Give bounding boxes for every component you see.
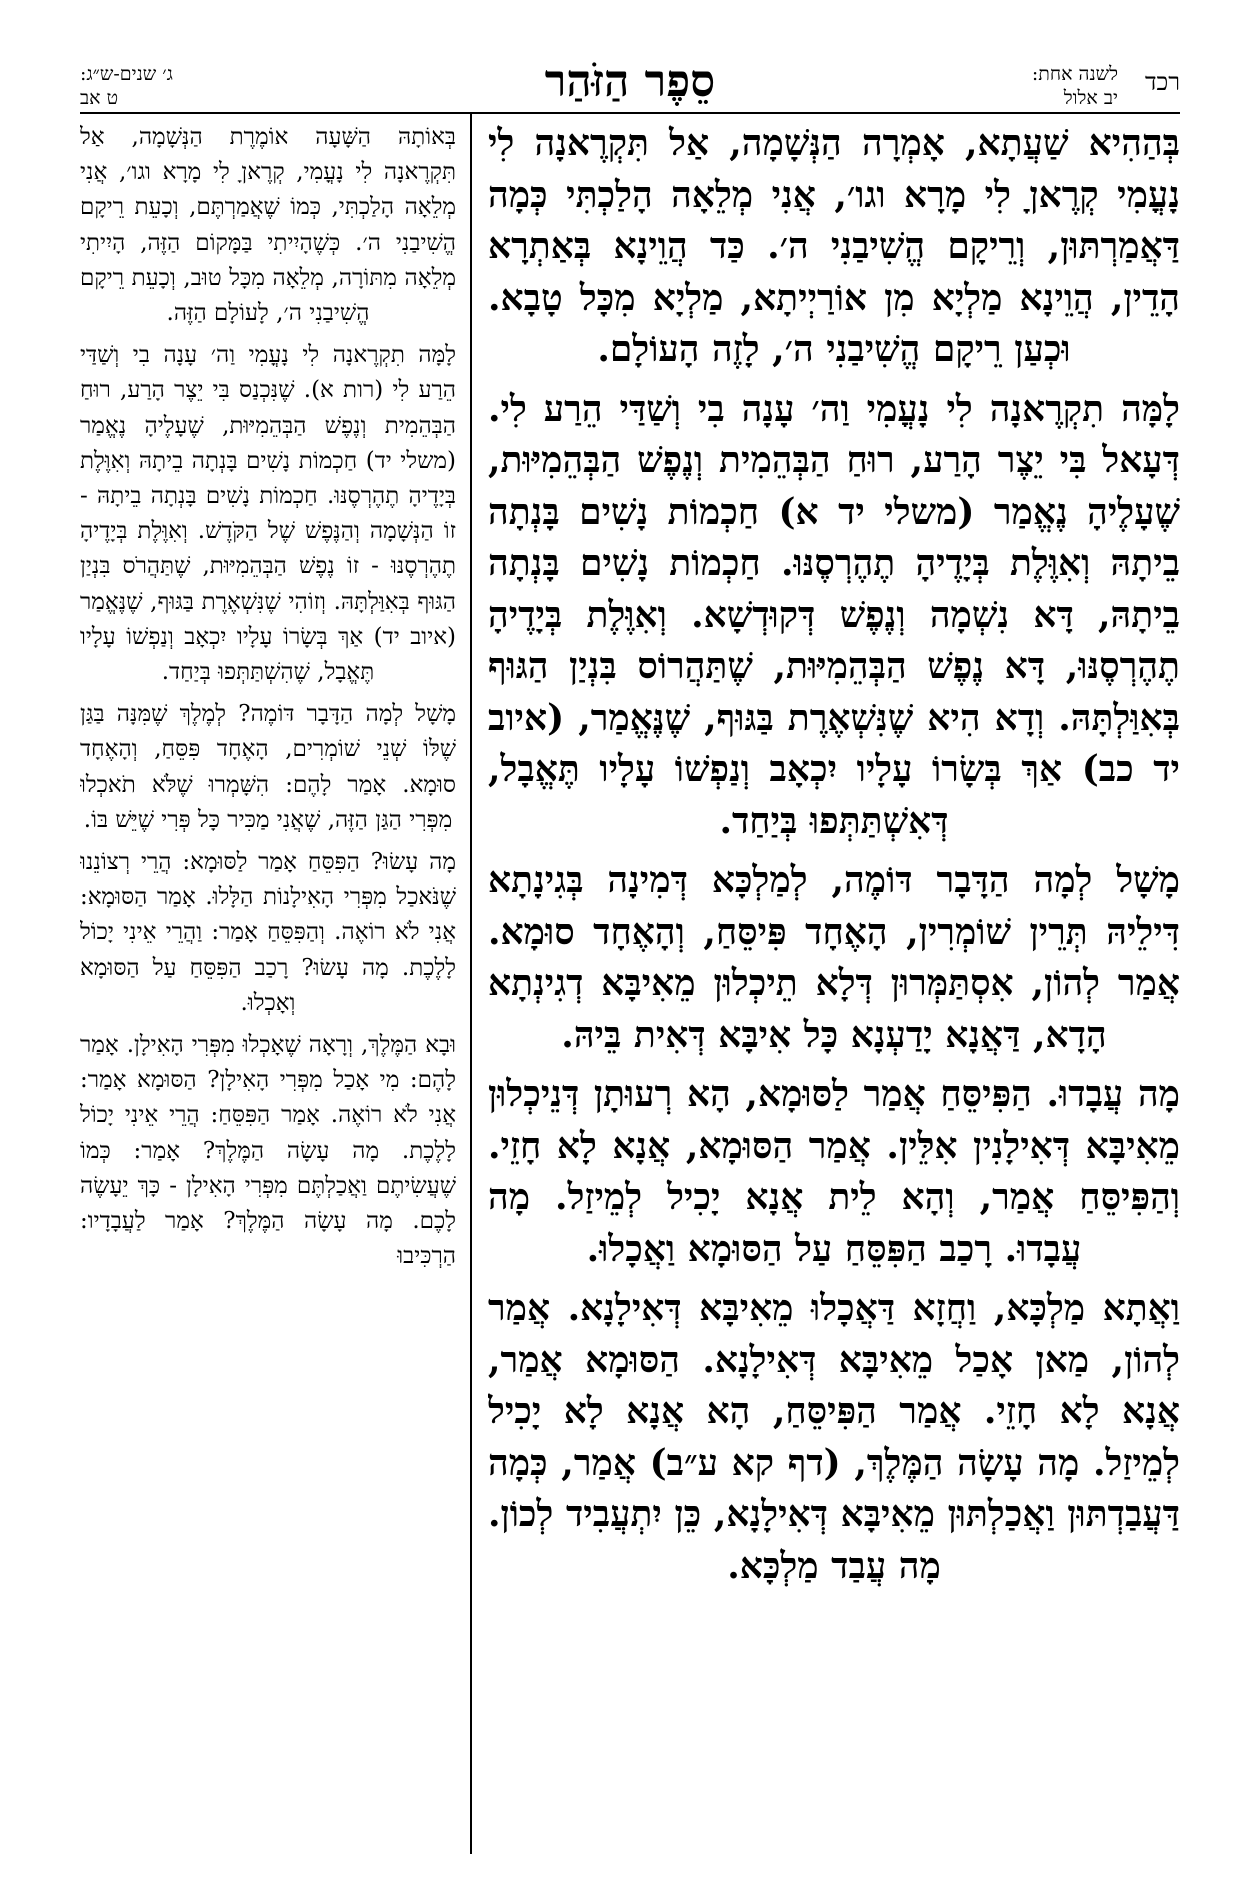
translation-paragraph: וּבָא הַמֶּלֶךְ, וְרָאָה שֶׁאָכְלוּ מִפְּרִי הָאִילָן. אָמַר לָהֶם: מִי אָכַל מִפְּרִי הָאִילָן? הַסּוּמָא אָמַר: אֲנִי לֹא רוֹאֶה. אָמַר הַפִּסֵּחַ: הֲרֵי אֵינִי יָכוֹל לָלֶכֶת. מָה עָשָׂה הַמֶּלֶךְ? אָמַר: כְּמוֹ שֶׁעֲשִׂיתֶם וַאֲכַלְתֶּם מִפְּרִי הָאִילָן - כָּךְ יֵעָשֶׂה לָכֶם. מָה עָשָׂה הַמֶּלֶךְ? אָמַר לַעֲבָדָיו: הַרְכִּיבוּ: [80, 1032, 456, 1270]
daily-schedule-three-years: [80, 62, 173, 110]
page-number: רכד: [1144, 68, 1180, 96]
main-text-column: [488, 118, 1180, 1858]
translation-paragraph: מָשָׁל לְמָה הַדָּבָר דּוֹמֶה? לְמֶלֶךְ שֶׁמִּנָּה בַּגַּן שֶׁלּוֹ שְׁנֵי שׁוֹמְרִים, הָאֶחָד פִּסֵּחַ, וְהָאֶחָד סוּמָא. אָמַר לָהֶם: הִשָּׁמְרוּ שֶׁלֹּא תֹאכְלוּ מִפְּרִי הַגַּן הַזֶּה, שֶׁאֲנִי מַכִּיר כָּל פְּרִי שֶׁיֵּשׁ בּוֹ.: [80, 701, 456, 833]
translation-column: [80, 120, 456, 1860]
translation-paragraph: מָה עָשׂוּ? הַפִּסֵּחַ אָמַר לַסּוּמָא: הֲרֵי רְצוֹנֵנוּ שֶׁנֹּאכַל מִפְּרִי הָאִילָנוֹת הַלָּלוּ. אָמַר הַסּוּמָא: אֲנִי לֹא רוֹאֶה. וְהַפִּסֵּחַ אָמַר: וַהֲרֵי אֵינִי יָכוֹל לָלֶכֶת. מָה עָשׂוּ? רָכַב הַפִּסֵּחַ עַל הַסּוּמָא וְאָכְלוּ.: [80, 849, 456, 1016]
schedule-one-year-date: יב אלול: [1063, 87, 1118, 109]
page-header: [80, 56, 1180, 116]
schedule-one-year-label: לשנה אחת:: [1031, 63, 1118, 85]
main-paragraph: בְּהַהִיא שַׁעֲתָא, אָמְרָה הַנְּשָׁמָה, אַל תִּקְרֶאנָה לִי נָעֳמִי קְרֶאןָ לִי מָרָא וגו׳, אֲנִי מְלֵאָה הָלַכְתִּי כְּמָה דַּאֲמַרְתּוּן, וְרֵיקָם הֱשִׁיבַנִי ה׳. כַּד הֲוֵינָא בְּאַתְרָא הָדֵין, הֲוֵינָא מַלְיָא מִן אוֹרַיְיתָא, מַלְיָא מִכָּל טָבָא. וּכְעַן רֵיקָם הֱשִׁיבַנִי ה׳, לָזֶה הָעוֹלָם.: [488, 122, 1180, 370]
header-divider: [80, 112, 1180, 114]
book-title: סֵפֶר הַזֹּהַר: [544, 56, 716, 107]
main-paragraph: מָשָׁל לְמָה הַדָּבָר דּוֹמֶה, לְמַלְכָּא דְּמִינָה בְּגִינָתָא דִּילֵיהּ תְּרֵין שׁוֹמְרִין, הָאֶחָד פִּיסֵּחַ, וְהָאֶחָד סוּמָא. אֲמַר לְהוֹן, אִסְתַּמְּרוּן דְּלָא תֵיכְלוּן מֵאִיבָּא דְגִינְתָא הָדָא, דַּאֲנָא יָדַעְנָא כָּל אִיבָּא דְּאִית בֵּיהּ.: [488, 859, 1180, 1056]
translation-paragraph: בְּאוֹתָהּ הַשָּׁעָה אוֹמֶרֶת הַנְּשָׁמָה, אַל תִּקְרֶאנָה לִי נָעֳמִי, קְרֶאןָ לִי מָרָא וגו׳, אֲנִי מְלֵאָה הָלַכְתִּי, כְּמוֹ שֶׁאֲמַרְתֶּם, וְכָעֵת רֵיקָם הֱשִׁיבַנִי ה׳. כְּשֶׁהָיִיתִי בַּמָּקוֹם הַזֶּה, הָיִיתִי מְלֵאָה מִתּוֹרָה, מְלֵאָה מִכָּל טוּב, וְכָעֵת רֵיקָם הֱשִׁיבַנִי ה׳, לָעוֹלָם הַזֶּה.: [80, 124, 456, 327]
main-paragraph: וַאֲתָא מַלְכָּא, וַחֲזָא דַּאֲכָלוּ מֵאִיבָּא דְּאִילָנָא. אֲמַר לְהוֹן, מַאן אָכַל מֵאִיבָּא דְּאִילָנָא. הַסּוּמָא אֲמַר, אֲנָא לָא חָזֵי. אֲמַר הַפִּיסֵּחַ, הָא אֲנָא לָא יָכִיל לְמֵיזַל. מָה עָשָׂה הַמֶּלֶךְ, (דף קא ע״ב) אֲמַר, כְּמָה דַּעֲבַדְתּוּן וַאֲכַלְתּוּן מֵאִיבָּא דְּאִילָנָא, כֵּן יִתְעֲבִיד לְכוֹן. מָה עֲבַד מַלְכָּא.: [488, 1287, 1180, 1587]
schedule-three-years-date: ט אב: [80, 87, 119, 109]
column-divider: [470, 114, 472, 1854]
translation-paragraph: לָמָּה תִקְרֶאנָה לִי נָעֳמִי וַה׳ עָנָה בִי וְשַׁדַּי הֵרַע לִי (רות א). שֶׁנִּכְנַס בִּי יֵצֶר הָרַע, רוּחַ הַבְּהֵמִית וְנֶפֶשׁ הַבְּהֵמִיּוּת, שֶׁעָלֶיהָ נֶאֱמַר (משלי יד) חַכְמוֹת נָשִׁים בָּנְתָה בֵיתָהּ וְאִוֶּלֶת בְּיָדֶיהָ תֶהֶרְסֶנּוּ. חַכְמוֹת נָשִׁים בָּנְתָה בֵיתָהּ - זוֹ הַנְּשָׁמָה וְהַנֶּפֶשׁ שֶׁל הַקֹּדֶשׁ. וְאִוֶּלֶת בְּיָדֶיהָ תֶהֶרְסֶנּוּ - זוֹ נֶפֶשׁ הַבְּהֵמִיּוּת, שֶׁתַּהֲרֹס בִּנְיַן הַגּוּף בְּאִוַּלְתָּהּ. וְזוֹהִי שֶׁנִּשְׁאֶרֶת בַּגּוּף, שֶׁנֶּאֱמַר (איוב יד) אַךְ בְּשָׂרוֹ עָלָיו יִכְאָב וְנַפְשׁוֹ עָלָיו תֶּאֱבָל, שֶׁהִשְׁתַּתְּפוּ בְּיַחַד.: [80, 342, 456, 686]
schedule-three-years-label: ג׳ שנים-ש״ג:: [80, 63, 173, 85]
main-paragraph: לָמָּה תִקְרֶאנָה לִי נָעֳמִי וַה׳ עָנָה בִי וְשַׁדַּי הֵרַע לִי. דְּעָאל בִּי יֵצֶר הָרַע, רוּחַ הַבְּהֵמִית וְנֶפֶשׁ הַבְּהֵמִיּוּת, שֶׁעָלֶיהָ נֶאֱמַר (משלי יד א) חַכְמוֹת נָשִׁים בָּנְתָה בֵיתָהּ וְאִוֶּלֶת בְּיָדֶיהָ תֶהֶרְסֶנּוּ. חַכְמוֹת נָשִׁים בָּנְתָה בֵיתָהּ, דָּא נִשְׁמָה וְנֶפֶשׁ דְּקוּדְשָׁא. וְאִוֶּלֶת בְּיָדֶיהָ תֶהֶרְסֶנּוּ, דָּא נֶפֶשׁ הַבְּהֵמִיּוּת, שֶׁתַּהֲרוֹס בִּנְיַן הַגּוּף בְּאִוַּלְתָּהּ. וְדָא הִיא שֶׁנִּשְׁאֶרֶת בַּגּוּף, שֶׁנֶּאֱמַר, (איוב יד כב) אַךְ בְּשָׂרוֹ עָלָיו יִכְאָב וְנַפְשׁוֹ עָלָיו תֶּאֱבָל, דְּאִשְׁתַּתְּפוּ בְּיַחַד.: [488, 387, 1180, 842]
main-paragraph: מָה עֲבָדוּ. הַפִּיסֵּחַ אֲמַר לַסּוּמָא, הָא רְעוּתָן דְּנֵיכְלוּן מֵאִיבָּא דְּאִילָנִין אִלֵּין. אֲמַר הַסּוּמָא, אֲנָא לָא חָזֵי. וְהַפִּיסֵּחַ אֲמַר, וְהָא לֵית אֲנָא יָכִיל לְמֵיזַל. מָה עֲבָדוּ. רָכַב הַפִּסֵּחַ עַל הַסּוּמָא וַאֲכָלוּ.: [488, 1073, 1180, 1270]
